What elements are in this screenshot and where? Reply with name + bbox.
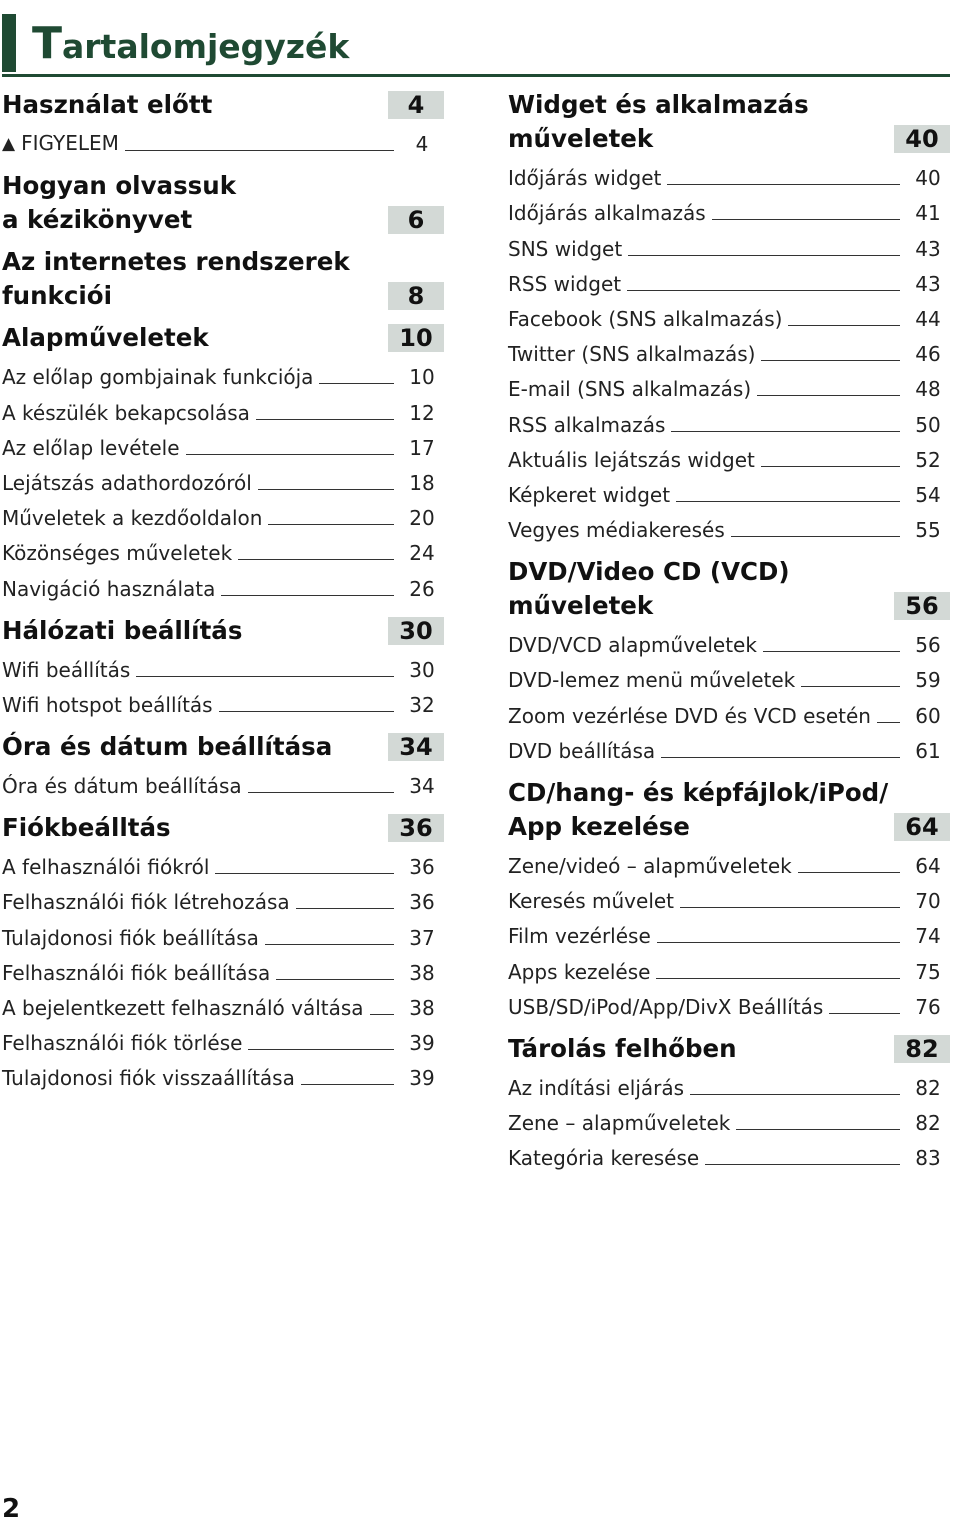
entry-label (2, 364, 313, 390)
entry-page-number: 10 (409, 365, 435, 390)
leader-line (219, 711, 394, 712)
toc-entry[interactable] (508, 844, 950, 879)
entry-label (508, 271, 621, 297)
entry-label-text: A készülék bekapcsolása (2, 400, 250, 425)
toc-entry[interactable] (508, 1101, 950, 1136)
warning-icon: ▲ (2, 134, 16, 155)
entry-page-number: 70 (915, 889, 941, 914)
leader-line (256, 419, 394, 420)
entry-label (508, 1075, 684, 1101)
entry-page-number: 4 (415, 132, 429, 157)
toc-entry[interactable] (508, 473, 950, 508)
leader-line (268, 524, 394, 525)
entry-label (2, 470, 252, 496)
entry-label (2, 400, 250, 426)
entry-page-number: 41 (915, 201, 941, 226)
entry-page-number: 17 (409, 435, 435, 460)
section-page-badge: 82 (894, 1035, 950, 1063)
leader-line (661, 757, 900, 758)
toc-entry[interactable] (2, 122, 444, 157)
entry-page-number: 64 (915, 854, 941, 878)
entry-label-text: A bejelentkezett felhasználó váltása (2, 996, 364, 1020)
leader-line (656, 978, 900, 979)
entry-label-text: USB/SD/iPod/App/DivX Beállítás (508, 994, 824, 1019)
section-heading[interactable] (2, 614, 444, 648)
toc-section (2, 730, 444, 799)
toc-section (2, 88, 444, 157)
toc-entry[interactable] (508, 985, 950, 1020)
entry-label-text: Aktuális lejátszás widget (508, 447, 755, 472)
section-title: Alapműveletek (2, 323, 209, 353)
entry-label (508, 632, 757, 658)
entry-label-text: Zene – alapműveletek (508, 1111, 731, 1136)
entry-page-number: 82 (915, 1111, 941, 1136)
toc-entry[interactable] (2, 566, 444, 601)
section-title: Hálózati beállítás (2, 615, 243, 645)
entry-page-number: 12 (409, 400, 435, 425)
entry-label-text: Navigáció használata (2, 576, 216, 601)
entry-label (2, 854, 209, 880)
entry-label-text: Képkeret widget (508, 482, 671, 507)
entry-label (2, 130, 119, 157)
entry-label-text: Az előlap levétele (2, 435, 180, 460)
leader-line (798, 872, 900, 873)
toc-entry[interactable] (508, 262, 950, 297)
footer-page-number: 2 (2, 1494, 21, 1524)
toc-column-right (508, 88, 950, 1171)
leader-line (276, 979, 394, 980)
entry-label (2, 1065, 295, 1091)
entry-label (508, 412, 665, 438)
entry-page-number: 46 (915, 342, 941, 367)
toc-entry[interactable] (508, 658, 950, 693)
section-title: Az internetes rendszerek funkciói (2, 247, 350, 311)
leader-line (258, 489, 394, 490)
toc-entry[interactable] (2, 648, 444, 683)
entry-page-number: 75 (915, 959, 941, 984)
section-page-badge: 10 (388, 324, 444, 352)
leader-line (301, 1084, 394, 1085)
leader-line (370, 1014, 394, 1015)
entry-page-number: 32 (409, 692, 435, 717)
entry-page-number: 36 (409, 855, 435, 880)
entry-page-number: 55 (915, 518, 941, 543)
entry-label (2, 925, 259, 951)
toc-entry[interactable] (2, 531, 444, 566)
toc-section (508, 776, 950, 1020)
entry-label (2, 540, 232, 566)
entry-page-number: 76 (915, 994, 941, 1019)
section-page-badge: 34 (388, 733, 444, 761)
entry-label-text: Zene/videó – alapműveletek (508, 854, 792, 878)
leader-line (788, 325, 900, 326)
entry-label (508, 738, 655, 764)
leader-line (657, 942, 900, 943)
toc-entry[interactable] (508, 367, 950, 402)
entry-page-number: 30 (409, 657, 435, 682)
section-page-badge: 4 (388, 91, 444, 119)
entry-label-text: Óra és dátum beállítása (2, 774, 242, 799)
entry-page-number: 18 (409, 470, 435, 495)
leader-line (215, 873, 394, 874)
leader-line (265, 944, 394, 945)
leader-line (757, 395, 900, 396)
entry-label (508, 341, 755, 367)
toc-entry[interactable] (508, 1136, 950, 1171)
section-heading[interactable] (2, 730, 444, 764)
entry-label-text: Felhasználói fiók létrehozása (2, 890, 290, 915)
entry-page-number: 43 (915, 271, 941, 296)
section-page-badge: 8 (388, 282, 444, 310)
entry-page-number: 39 (409, 1066, 435, 1091)
entry-label-text: Közönséges műveletek (2, 541, 233, 566)
entry-label-text: Időjárás widget (508, 166, 662, 191)
entry-label-text: Wifi beállítás (2, 657, 131, 682)
entry-label-text: Wifi hotspot beállítás (2, 692, 213, 717)
entry-label-text: Apps kezelése (508, 959, 651, 984)
entry-label (2, 435, 180, 461)
entry-label (508, 517, 725, 543)
section-title: Widget és alkalmazás műveletek (508, 90, 809, 153)
toc-entry[interactable] (2, 426, 444, 461)
toc-entry[interactable] (508, 508, 950, 543)
toc-entry[interactable] (2, 1021, 444, 1056)
entry-page-number: 44 (915, 306, 941, 331)
toc-entry[interactable] (508, 729, 950, 764)
toc-entry[interactable] (2, 986, 444, 1021)
leader-line (186, 454, 394, 455)
entry-label (508, 888, 674, 914)
entry-page-number: 50 (915, 412, 941, 437)
leader-line (628, 255, 900, 256)
toc-entry[interactable] (2, 355, 444, 390)
leader-line (829, 1013, 900, 1014)
entry-label-text: A felhasználói fiókról (2, 855, 210, 880)
entry-page-number: 40 (915, 166, 941, 191)
entry-label (508, 200, 706, 226)
entry-label (2, 773, 242, 799)
leader-line (248, 792, 394, 793)
page-title-bar (2, 14, 950, 77)
section-title: Fiókbeálltás (2, 813, 171, 843)
leader-line (676, 501, 900, 502)
toc-section (2, 614, 444, 718)
entry-label-text: Felhasználói fiók beállítása (2, 960, 271, 985)
entry-label-text: Vegyes médiakeresés (508, 518, 725, 543)
entry-page-number: 82 (915, 1075, 941, 1100)
toc-entry[interactable] (2, 1056, 444, 1091)
entry-label (2, 692, 213, 718)
entry-page-number: 38 (409, 996, 435, 1020)
entry-label (508, 853, 792, 879)
entry-label (2, 960, 270, 986)
section-title: Hogyan olvassuk a kézikönyvet (2, 171, 236, 235)
entry-page-number: 52 (915, 447, 941, 472)
entry-label (2, 576, 215, 602)
toc-entry[interactable] (508, 226, 950, 261)
entry-label (508, 376, 751, 402)
leader-line (877, 722, 900, 723)
section-title: Óra és dátum beállítása (2, 731, 333, 761)
entry-label-text: Lejátszás adathordozóról (2, 470, 252, 495)
toc-entry[interactable] (508, 438, 950, 473)
entry-label-text: Időjárás alkalmazás (508, 201, 706, 226)
section-page-badge: 64 (894, 813, 950, 841)
entry-page-number: 26 (409, 576, 435, 601)
entry-page-number: 43 (915, 236, 941, 261)
entry-page-number: 20 (409, 506, 435, 531)
toc-entry[interactable] (508, 1066, 950, 1101)
entry-label (508, 959, 650, 985)
section-title: Használat előtt (2, 90, 213, 119)
entry-label-text: DVD-lemez menü műveletek (508, 668, 796, 693)
entry-label-text: Kategória keresése (508, 1146, 700, 1171)
entry-label-text: DVD/VCD alapműveletek (508, 633, 757, 658)
leader-line (763, 651, 900, 652)
entry-label-text: Tulajdonosi fiók visszaállítása (2, 1066, 295, 1091)
section-page-badge: 36 (388, 814, 444, 842)
toc-entry[interactable] (2, 461, 444, 496)
entry-label (2, 1030, 242, 1056)
entry-page-number: 39 (409, 1031, 435, 1056)
entry-label (2, 889, 290, 915)
entry-label-text: Twitter (SNS alkalmazás) (508, 342, 756, 367)
entry-label-text: RSS widget (508, 271, 622, 296)
leader-line (627, 290, 900, 291)
entry-page-number: 36 (409, 890, 435, 915)
leader-line (801, 686, 900, 687)
section-page-badge: 40 (894, 125, 950, 153)
toc-section (508, 555, 950, 764)
entry-label-text: E-mail (SNS alkalmazás) (508, 377, 752, 402)
entry-label (508, 1145, 699, 1171)
entry-label-text: Tulajdonosi fiók beállítása (2, 925, 259, 950)
leader-line (761, 360, 900, 361)
entry-label-text: RSS alkalmazás (508, 412, 666, 437)
entry-label (508, 994, 823, 1020)
toc-column-left (2, 88, 444, 1091)
entry-label-text: Facebook (SNS alkalmazás) (508, 306, 783, 331)
section-title: DVD/Video CD (VCD) műveletek (508, 557, 790, 621)
entry-label-text: FIGYELEM (21, 131, 119, 156)
toc-entry[interactable] (2, 496, 444, 531)
page-title-rest: artalomjegyzék (62, 27, 350, 66)
entry-label (508, 306, 782, 332)
section-heading[interactable] (508, 88, 950, 156)
toc-entry[interactable] (2, 683, 444, 718)
entry-label-text: Műveletek a kezdőoldalon (2, 506, 263, 531)
leader-line (690, 1094, 900, 1095)
toc-entry[interactable] (508, 297, 950, 332)
section-heading[interactable] (508, 555, 950, 623)
toc-entry[interactable] (508, 623, 950, 658)
entry-label (508, 165, 661, 191)
leader-line (761, 466, 900, 467)
section-heading[interactable] (2, 169, 444, 237)
leader-line (238, 559, 394, 560)
entry-label (508, 482, 670, 508)
leader-line (136, 676, 394, 677)
toc-section (508, 1032, 950, 1172)
toc-entry[interactable] (508, 949, 950, 984)
leader-line (296, 908, 394, 909)
section-title: Tárolás felhőben (508, 1033, 737, 1063)
leader-line (248, 1049, 394, 1050)
section-heading[interactable] (508, 1032, 950, 1066)
toc-entry[interactable] (508, 332, 950, 367)
entry-label (508, 1110, 730, 1136)
toc-entry[interactable] (508, 914, 950, 949)
entry-page-number: 54 (915, 482, 941, 507)
page-title-initial: T (32, 18, 63, 69)
section-heading[interactable] (2, 245, 444, 313)
entry-page-number: 37 (409, 925, 435, 950)
entry-label (2, 505, 262, 531)
leader-line (680, 907, 900, 908)
toc-section (2, 169, 444, 237)
toc-entry[interactable] (508, 156, 950, 191)
section-heading[interactable] (2, 88, 444, 122)
entry-label-text: Zoom vezérlése DVD és VCD esetén (508, 703, 871, 728)
section-page-badge: 6 (388, 206, 444, 234)
entry-page-number: 38 (409, 960, 435, 985)
toc-entry[interactable] (2, 845, 444, 880)
toc-section (508, 88, 950, 543)
entry-label (2, 995, 364, 1021)
leader-line (667, 184, 900, 185)
section-heading[interactable] (2, 811, 444, 845)
entry-label-text: Felhasználói fiók törlése (2, 1031, 243, 1056)
leader-line (125, 150, 394, 151)
leader-line (221, 595, 394, 596)
title-accent-bar (2, 14, 16, 72)
toc-entry[interactable] (2, 764, 444, 799)
entry-page-number: 74 (915, 924, 941, 949)
entry-label (508, 703, 871, 729)
entry-page-number: 60 (915, 703, 941, 728)
entry-label (508, 236, 622, 262)
entry-label-text: SNS widget (508, 236, 623, 261)
leader-line (319, 383, 394, 384)
entry-label-text: Film vezérlése (508, 924, 651, 949)
toc-entry[interactable] (508, 191, 950, 226)
entry-page-number: 61 (915, 738, 941, 763)
entry-page-number: 56 (915, 633, 941, 658)
toc-section (2, 321, 444, 601)
toc-section (2, 811, 444, 1091)
entry-page-number: 34 (409, 774, 435, 799)
section-page-badge: 56 (894, 592, 950, 620)
leader-line (712, 219, 900, 220)
entry-page-number: 59 (915, 668, 941, 693)
entry-label-text: Az indítási eljárás (508, 1075, 685, 1100)
entry-label (508, 923, 651, 949)
leader-line (671, 431, 900, 432)
leader-line (705, 1164, 900, 1165)
toc-entry[interactable] (2, 390, 444, 425)
entry-page-number: 48 (915, 377, 941, 402)
entry-label (508, 447, 755, 473)
entry-label-text: Az előlap gombjainak funkciója (2, 365, 314, 390)
entry-page-number: 83 (915, 1146, 941, 1171)
toc-entry[interactable] (2, 880, 444, 915)
toc-entry[interactable] (508, 693, 950, 728)
section-title: CD/hang- és képfájlok/iPod/ App kezelése (508, 777, 889, 841)
toc-entry[interactable] (508, 879, 950, 914)
entry-label (2, 657, 130, 683)
leader-line (731, 536, 900, 537)
entry-label-text: Keresés művelet (508, 889, 675, 914)
toc-entry[interactable] (2, 951, 444, 986)
entry-label-text: DVD beállítása (508, 738, 656, 763)
leader-line (736, 1129, 900, 1130)
toc-section (2, 245, 444, 313)
section-page-badge: 30 (388, 617, 444, 645)
entry-label (508, 667, 795, 693)
section-heading[interactable] (2, 321, 444, 355)
entry-page-number: 24 (409, 541, 435, 566)
section-heading[interactable] (508, 776, 950, 844)
page-title (32, 18, 349, 73)
toc-entry[interactable] (508, 402, 950, 437)
toc-entry[interactable] (2, 915, 444, 950)
